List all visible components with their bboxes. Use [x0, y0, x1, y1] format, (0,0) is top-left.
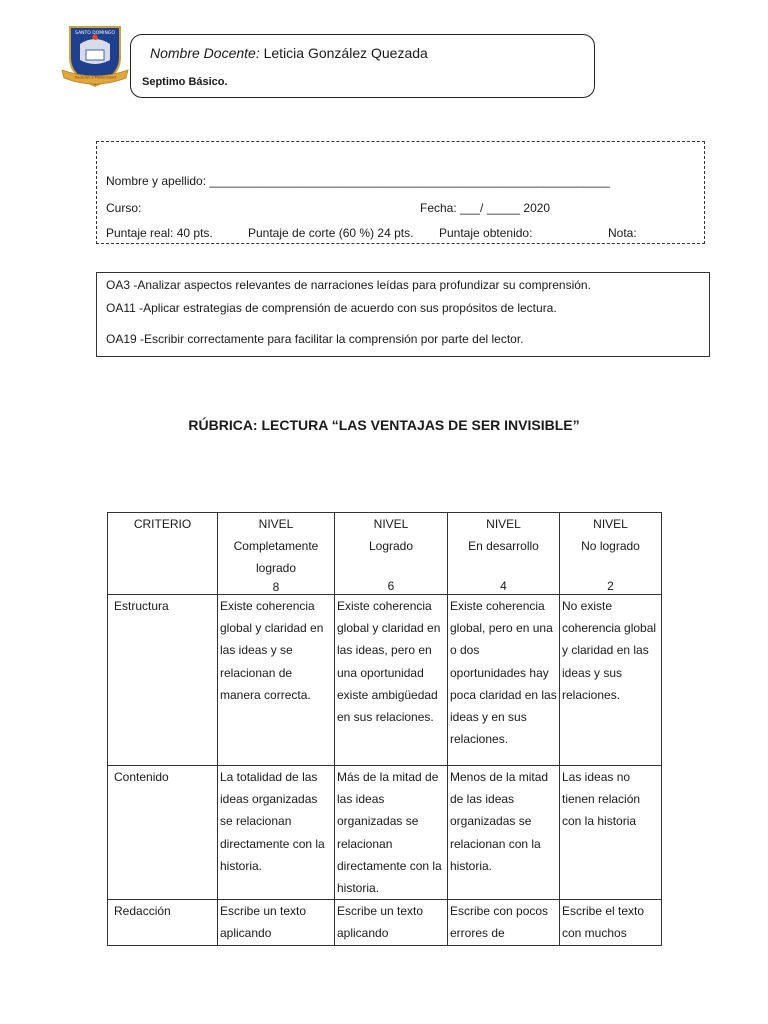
name-field[interactable]: Nombre y apellido: ____________________________________________________________: [106, 174, 610, 188]
rubric-cell: Existe coherencia global y claridad en las ideas, pero en una oportunidad existe ambigüedad en sus relaciones.: [335, 595, 448, 766]
header-criterion: CRITERIO: [108, 513, 218, 595]
objective-item: OA19 -Escribir correctamente para facilitar la comprensión por parte del lector.: [106, 332, 524, 346]
teacher-name: Leticia González Quezada: [263, 45, 428, 61]
grade-field[interactable]: Nota:: [608, 226, 637, 240]
header-level: NIVEL En desarrollo 4: [448, 513, 560, 595]
table-row: [108, 595, 662, 766]
objectives-box: [96, 272, 710, 357]
table-header-row: [108, 513, 662, 595]
rubric-cell: Menos de la mitad de las ideas organizadas se relacionan con la historia.: [448, 766, 560, 900]
teacher-box: [130, 34, 595, 98]
table-row: [108, 766, 662, 900]
student-info-box: [96, 141, 705, 244]
grade-level: Septimo Básico.: [142, 76, 228, 88]
rubric-cell: Escribe con pocos errores de: [448, 900, 560, 945]
rubric-cell: Escribe el texto con muchos: [560, 900, 662, 945]
school-crest-logo: [60, 24, 130, 90]
teacher-line: [150, 45, 428, 61]
rubric-cell: Existe coherencia global y claridad en las ideas y se relacionan de manera correcta.: [218, 595, 335, 766]
header-level: NIVEL No logrado 2: [560, 513, 662, 595]
table-row: [108, 900, 662, 945]
obtained-score-field[interactable]: Puntaje obtenido:: [439, 226, 533, 240]
criterion-cell: Estructura: [108, 595, 218, 766]
rubric-table: [107, 512, 662, 946]
rubric-cell: Más de la mitad de las ideas organizadas se relacionan directamente con la historia.: [335, 766, 448, 900]
course-field[interactable]: Curso:: [106, 201, 142, 215]
rubric-cell: Existe coherencia global, pero en una o dos oportunidades hay poca claridad en las ideas y en sus relaciones.: [448, 595, 560, 766]
rubric-cell: Escribe un texto aplicando: [335, 900, 448, 945]
rubric-cell: Escribe un texto aplicando: [218, 900, 335, 945]
rubric-cell: Las ideas no tienen relación con la historia: [560, 766, 662, 900]
header-level: NIVEL Completamente logrado 8: [218, 513, 335, 595]
objective-item: OA11 -Aplicar estrategias de comprensión de acuerdo con sus propósitos de lectura.: [106, 301, 557, 315]
header-level: NIVEL Logrado 6: [335, 513, 448, 595]
criterion-cell: Redacción: [108, 900, 218, 945]
logo-text: SANTO DOMINGO: [75, 31, 115, 36]
cut-score: Puntaje de corte (60 %) 24 pts.: [248, 226, 414, 240]
rubric-title: RÚBRICA: LECTURA “LAS VENTAJAS DE SER INVISIBLE”: [188, 417, 580, 433]
rubric-cell: No existe coherencia global y claridad en las ideas y sus relaciones.: [560, 595, 662, 766]
teacher-label: Nombre Docente:: [150, 45, 260, 61]
criterion-cell: Contenido: [108, 766, 218, 900]
real-score: Puntaje real: 40 pts.: [106, 226, 213, 240]
date-field[interactable]: Fecha: ___/ _____ 2020: [420, 201, 551, 215]
rubric-cell: La totalidad de las ideas organizadas se relacionan directamente con la historia.: [218, 766, 335, 900]
objective-item: OA3 -Analizar aspectos relevantes de narraciones leídas para profundizar su comprensión.: [106, 278, 591, 292]
logo-banner-text: Tradición y Modernidad: [74, 75, 116, 80]
